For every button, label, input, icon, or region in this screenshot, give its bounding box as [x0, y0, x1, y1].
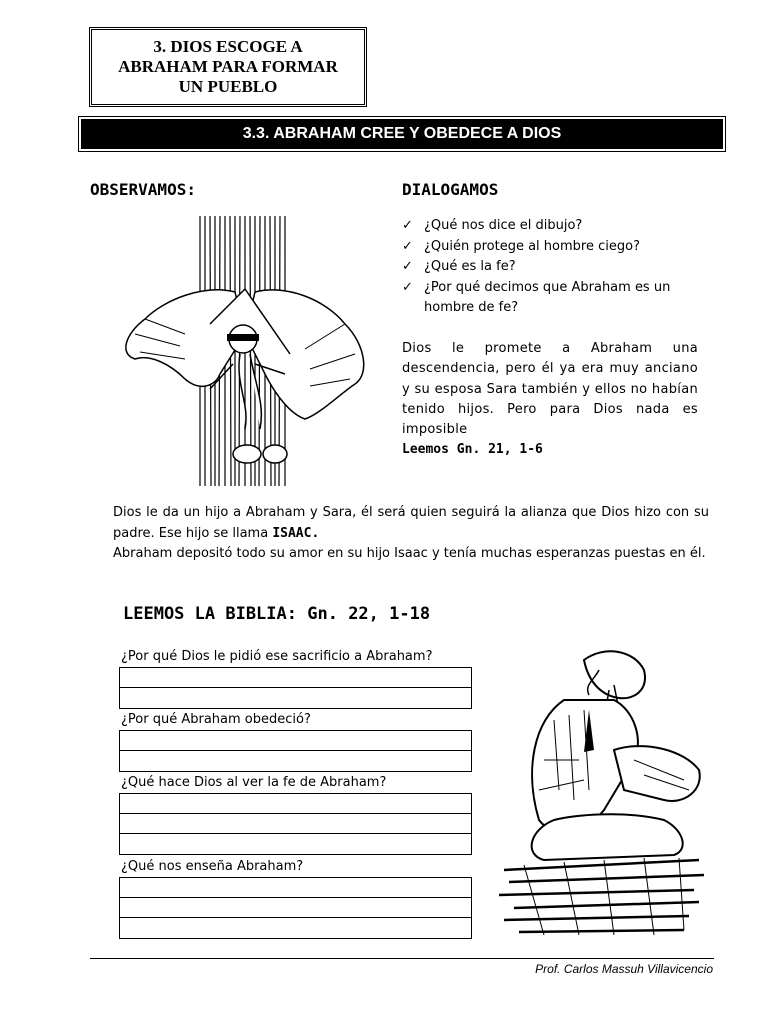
- lesson-title-box: [89, 27, 367, 107]
- dialogamos-questions: [402, 216, 702, 319]
- bible-reading-heading: LEEMOS LA BIBLIA: Gn. 22, 1-18: [123, 604, 431, 624]
- list-item: ✓ ¿Qué nos dice el dibujo?: [402, 216, 702, 237]
- checkmark-icon: ✓: [402, 279, 413, 295]
- promise-paragraph: Dios le promete a Abraham una descendencia, pero él ya era muy anciano y su esposa Sara también y ellos no habían tenido hijos. Pero para Dios nada es imposible: [402, 341, 698, 438]
- question-label: ¿Por qué Dios le pidió ese sacrificio a Abraham?: [121, 649, 433, 664]
- list-item: ✓ ¿Qué es la fe?: [402, 257, 702, 278]
- observamos-heading: OBSERVAMOS:: [90, 180, 196, 199]
- checkmark-icon: ✓: [402, 238, 413, 254]
- section-title: 3.3. ABRAHAM CREE Y OBEDECE A DIOS: [81, 119, 723, 149]
- list-item: ✓ ¿Por qué decimos que Abraham es un hombre de fe?: [402, 278, 702, 319]
- answer-box[interactable]: [119, 730, 472, 772]
- checkmark-icon: ✓: [402, 218, 413, 233]
- story-paragraph: Dios le da un hijo a Abraham y Sara, él será quien seguirá la alianza que Dios hizo con su padre. Ese hijo se llama ISAAC. Abraham depositó todo su amor en su hijo Isaac y tenía muchas esperanzas puestas en él.: [113, 505, 709, 561]
- answer-box[interactable]: [119, 667, 472, 709]
- checkmark-icon: ✓: [402, 259, 413, 274]
- question-label: ¿Qué hace Dios al ver la fe de Abraham?: [121, 775, 387, 790]
- author-credit: Prof. Carlos Massuh Villavicencio: [535, 962, 713, 976]
- reading-reference: Leemos Gn. 21, 1-6: [402, 442, 543, 457]
- protecting-hands-illustration: [115, 214, 370, 489]
- answer-box[interactable]: [119, 877, 472, 939]
- abraham-isaac-illustration: [484, 640, 716, 940]
- list-item: ✓ ¿Quién protege al hombre ciego?: [402, 237, 702, 258]
- section-title-bar: [78, 116, 726, 152]
- isaac-name: ISAAC.: [272, 525, 320, 541]
- dialogamos-heading: DIALOGAMOS: [402, 180, 499, 199]
- answer-box[interactable]: [119, 793, 472, 855]
- footer-divider: [90, 958, 714, 959]
- question-label: ¿Qué nos enseña Abraham?: [121, 859, 304, 874]
- question-label: ¿Por qué Abraham obedeció?: [121, 712, 311, 727]
- lesson-title: 3. DIOS ESCOGE A ABRAHAM PARA FORMAR UN PUEBLO: [118, 37, 338, 96]
